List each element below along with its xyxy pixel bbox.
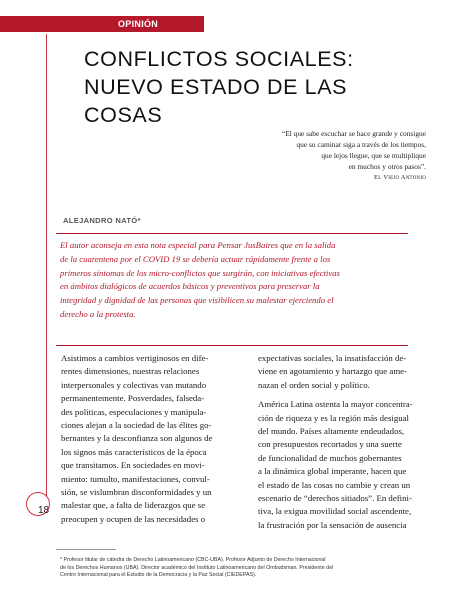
footnote xyxy=(60,557,425,580)
body-line: el estado de las cosas no cambie y crean un xyxy=(258,479,411,490)
lead-line: integridad y dignidad de las personas que visibilicen su malestar ejerciendo el xyxy=(60,295,334,306)
body-line: ción de riqueza y es la región más desigual xyxy=(258,412,409,423)
article-title xyxy=(84,45,434,129)
lead-line: derecho a la protesta. xyxy=(60,308,136,319)
lead-line: de la cuarentena por el COVID 19 se debería actuar rápidamente frente a los xyxy=(60,253,331,264)
body-line: con presupuestos recortados y una suerte xyxy=(258,439,402,450)
body-line: ciones alejan a la sociedad de las élites go- xyxy=(61,420,212,431)
footnote-line: Centro Internacional para el Estudio de la Democracia y la Paz Social (CIEDEPAS). xyxy=(60,572,257,579)
lead-line: El autor aconseja en esta nota especial para Pensar JusBaires que en la salida xyxy=(60,240,336,250)
body-line: Asistimos a cambios vertiginosos en dife- xyxy=(61,353,209,363)
author-byline: ALEJANDRO NATÓ* xyxy=(63,216,141,225)
title-line: COSAS xyxy=(84,103,163,127)
body-line: escenario de “derechos sitiados”. En defini- xyxy=(258,493,412,504)
epigraph xyxy=(200,128,426,183)
footnote-line: de los Derechos Humanos (UBA). Director académico del Instituto Latinoamericano del Ombudsman. Presidente del xyxy=(60,564,334,571)
lead-line: en ámbitos dialógicos de acuerdos básicos y preventivos para preservar la xyxy=(60,281,320,292)
footnote-rule xyxy=(56,549,116,550)
body-line: nazan el orden social y político. xyxy=(258,379,370,390)
lead-paragraph xyxy=(60,239,410,322)
body-line: de funcionalidad de muchos gobernantes xyxy=(258,452,402,463)
body-line: expectativas sociales, la insatisfacción de- xyxy=(258,353,407,363)
body-line: tiva, la exigua movilidad social ascendente, xyxy=(258,506,412,517)
body-line: preocupen y ocupen de las necesidades o xyxy=(61,513,206,524)
body-line: los signos más característicos de la época xyxy=(61,446,207,457)
lead-divider-top xyxy=(56,233,408,234)
body-line: del mundo. Países altamente endeudados, xyxy=(258,426,405,437)
body-line: que transitamos. En sociedades en movi- xyxy=(61,460,205,471)
epigraph-line: “El que sabe escuchar se hace grande y consigue xyxy=(281,129,426,138)
body-line: miento: tumulto, manifestaciones, convul- xyxy=(61,473,210,484)
body-column-left xyxy=(61,352,247,526)
body-line: bernantes y la desconfianza son algunos de xyxy=(61,433,213,444)
lead-divider-bottom xyxy=(56,345,408,346)
epigraph-line: que lejos llegue, que se multiplique xyxy=(321,151,426,160)
title-line: CONFLICTOS SOCIALES: xyxy=(84,47,354,71)
body-line: sión, se vislumbran disconformidades y un xyxy=(61,487,212,498)
body-line: América Latina ostenta la mayor concentra- xyxy=(258,399,413,410)
body-line: viene en agotamiento y hartazgo que ame- xyxy=(258,366,407,377)
page-number: 18 xyxy=(38,505,50,516)
footnote-line: * Profesor titular de cátedra de Derecho Latinoamericano (CBC-UBA). Profesor Adjunto de Derecho Internacional xyxy=(60,557,326,563)
body-line: a la dinámica global imperante, hacen que xyxy=(258,466,407,477)
margin-rule xyxy=(46,34,47,504)
section-label: OPINIÓN xyxy=(118,19,159,29)
body-line: interpersonales y colectivas van mutando xyxy=(61,379,207,390)
body-line: des políticas, especulaciones y manipula- xyxy=(61,406,207,417)
body-line: rentes dimensiones, nuestras relaciones xyxy=(61,366,200,377)
body-line: malestar que, a falta de liderazgos que se xyxy=(61,500,206,511)
body-line: permanentemente. Posverdades, falseda- xyxy=(61,393,205,404)
lead-line: primeros síntomas de los micro-conflictos que surgirán, con iniciativas efectivas xyxy=(60,267,340,278)
section-tab xyxy=(0,16,204,32)
epigraph-author: El Viejo Antonio xyxy=(374,174,426,181)
title-line: NUEVO ESTADO DE LAS xyxy=(84,75,348,99)
epigraph-line: en muchos y otros pasos”. xyxy=(348,162,426,171)
body-column-right xyxy=(258,352,418,532)
body-line: la frustración por la sensación de ausencia xyxy=(258,519,407,530)
epigraph-line: que su caminar siga a través de los tiempos, xyxy=(296,140,426,149)
